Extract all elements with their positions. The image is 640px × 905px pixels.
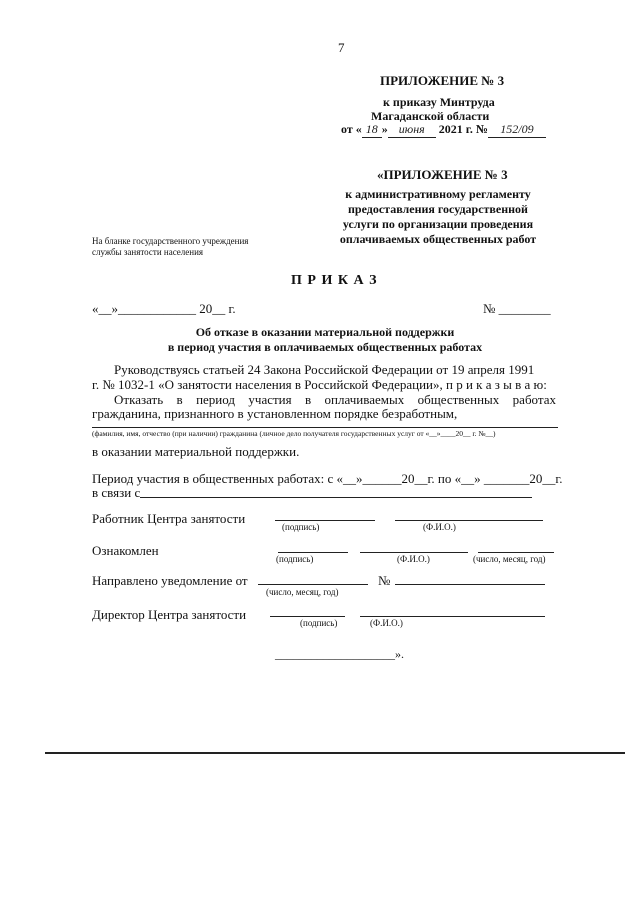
document-title: П Р И К А З xyxy=(291,273,378,288)
notice-number-label: № xyxy=(378,573,391,588)
director-label: Директор Центра занятости xyxy=(92,607,247,622)
director-fio-caption: (Ф.И.О.) xyxy=(370,618,403,628)
appendix2-text xyxy=(318,187,558,247)
fio-underline xyxy=(92,427,558,428)
date-quote: » xyxy=(381,122,388,136)
acq-fio-line xyxy=(360,552,468,553)
appendix-title: ПРИЛОЖЕНИЕ № 3 xyxy=(380,73,505,88)
notice-date-line xyxy=(258,584,368,585)
body-p1-line2: г. № 1032-1 «О занятости населения в Российской Федерации», п р и к а з ы в а ю: xyxy=(92,377,547,392)
notice-number-line xyxy=(395,584,545,585)
notice-date-caption: (число, месяц, год) xyxy=(266,587,339,597)
acquainted-label: Ознакомлен xyxy=(92,543,159,558)
worker-signature-caption: (подпись) xyxy=(282,522,320,532)
acq-signature-caption: (подпись) xyxy=(276,554,314,564)
handwritten-day: 18 xyxy=(362,122,382,138)
acq-signature-line xyxy=(278,552,348,553)
acq-fio-caption: (Ф.И.О.) xyxy=(397,554,430,564)
handwritten-month: июня xyxy=(388,122,436,138)
closing-line: ____________________». xyxy=(275,647,404,661)
body-p2-line3: в оказании материальной поддержки. xyxy=(92,444,300,459)
page-number: 7 xyxy=(338,40,345,55)
body-p1-line1: Руководствуясь статьей 24 Закона Российской Федерации от 19 апреля 1991 xyxy=(114,362,535,377)
director-signature-line xyxy=(270,616,345,617)
appendix-date-line xyxy=(341,122,546,138)
appendix2-line: к административному регламенту xyxy=(345,187,531,201)
order-date-line: «__»____________ 20__ г. xyxy=(92,301,236,316)
worker-fio-caption: (Ф.И.О.) xyxy=(423,522,456,532)
body-p2-line2: гражданина, признанного в установленном порядке безработным, xyxy=(92,406,458,421)
appendix2-line: предоставления государственной xyxy=(348,202,528,216)
appendix-region: Магаданской области xyxy=(371,109,490,123)
appendix-order-ref: к приказу Минтруда xyxy=(383,95,495,109)
work-period-line: Период участия в общественных работах: с «__»______20__г. по «__» _______20__г. xyxy=(92,471,563,486)
reason-underline xyxy=(140,497,532,498)
worker-signature-line xyxy=(275,520,375,521)
director-fio-line xyxy=(360,616,545,617)
letterhead-line: На бланке государственного учреждения xyxy=(92,236,249,246)
date-year: 2021 г. № xyxy=(438,122,488,136)
acq-date-caption: (число, месяц, год) xyxy=(473,554,546,564)
worker-fio-line xyxy=(395,520,543,521)
appendix2-line: оплачиваемых общественных работ xyxy=(339,232,537,246)
notice-label: Направлено уведомление от xyxy=(92,573,248,588)
subject-line: в период участия в оплачиваемых общественных работах xyxy=(167,340,483,354)
acq-date-line xyxy=(478,552,554,553)
order-number-line: № ________ xyxy=(483,301,551,316)
order-subject xyxy=(120,325,530,355)
page-bottom-rule xyxy=(45,752,625,754)
subject-line: Об отказе в оказании материальной поддержки xyxy=(195,325,455,339)
reason-label: в связи с xyxy=(92,485,141,500)
fio-caption: (фамилия, имя, отчество (при наличии) гражданина (личное дело получателя государственных услуг от «__»____20__ г. №__) xyxy=(92,429,496,438)
body-p2-line1: Отказать в период участия в оплачиваемых общественных работах xyxy=(114,392,556,407)
director-signature-caption: (подпись) xyxy=(300,618,338,628)
handwritten-number: 152/09 xyxy=(488,122,546,138)
letterhead-line: службы занятости населения xyxy=(92,247,204,257)
letterhead-note xyxy=(92,236,248,258)
appendix2-line: услуги по организации проведения xyxy=(342,217,534,231)
worker-label: Работник Центра занятости xyxy=(92,511,246,526)
date-prefix: от « xyxy=(341,122,362,136)
appendix2-title: «ПРИЛОЖЕНИЕ № 3 xyxy=(377,167,508,182)
